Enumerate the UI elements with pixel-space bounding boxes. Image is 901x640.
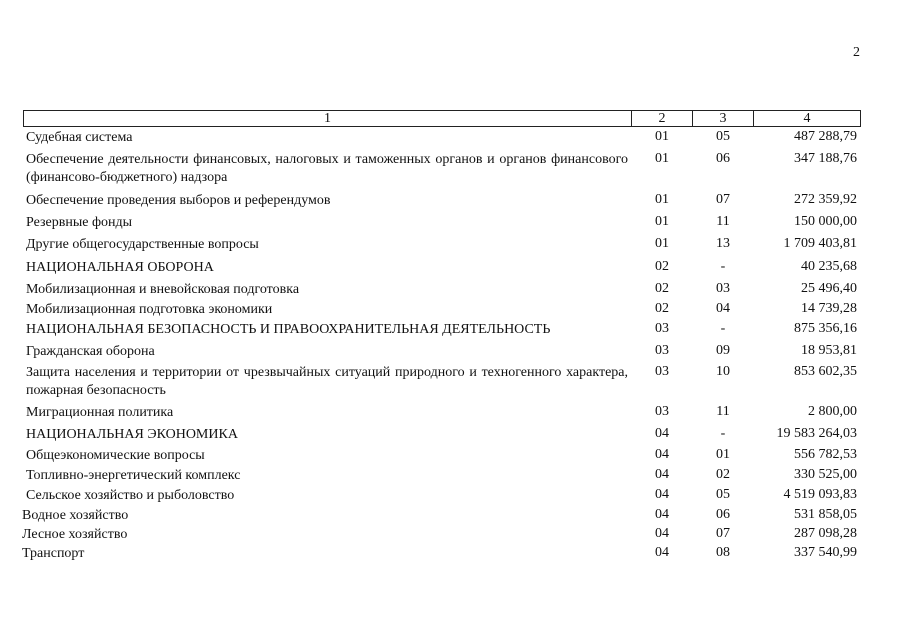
row-amount: 14 739,28: [801, 301, 857, 316]
row-subsection: 11: [716, 404, 730, 419]
row-section: 03: [655, 321, 669, 336]
row-name: Мобилизационная и вневойсковая подготовка: [26, 282, 300, 297]
row-amount: 18 953,81: [801, 343, 857, 358]
row-name: Миграционная политика: [26, 405, 174, 420]
row-name: Обеспечение деятельности финансовых, налоговых и таможенных органов и органов финансового (финансово-бюджетного) надзора: [26, 152, 628, 185]
row-section: 04: [655, 467, 669, 482]
row-subsection: 01: [716, 447, 730, 462]
page-number: 2: [853, 45, 860, 60]
row-section: 04: [655, 507, 669, 522]
row-amount: 4 519 093,83: [783, 487, 857, 502]
row-subsection: 04: [716, 301, 730, 316]
row-name: Сельское хозяйство и рыболовство: [26, 488, 235, 503]
row-section: 03: [655, 404, 669, 419]
row-subsection: 05: [716, 129, 730, 144]
row-section: 04: [655, 526, 669, 541]
row-name: Топливно-энергетический комплекс: [26, 468, 241, 483]
row-amount: 487 288,79: [794, 129, 857, 144]
row-amount: 330 525,00: [794, 467, 857, 482]
row-amount: 2 800,00: [808, 404, 857, 419]
row-amount: 556 782,53: [794, 447, 857, 462]
row-subsection: -: [720, 259, 726, 274]
row-amount: 853 602,35: [794, 364, 857, 379]
row-subsection: 13: [716, 236, 730, 251]
row-subsection: 05: [716, 487, 730, 502]
row-subsection: 03: [716, 281, 730, 296]
row-name: НАЦИОНАЛЬНАЯ ЭКОНОМИКА: [26, 427, 238, 442]
row-name: Водное хозяйство: [22, 508, 129, 523]
column-header-2: 2: [631, 110, 693, 127]
row-subsection: 10: [716, 364, 730, 379]
row-name: Резервные фонды: [26, 215, 133, 230]
row-amount: 40 235,68: [801, 259, 857, 274]
row-name: Другие общегосударственные вопросы: [26, 237, 259, 252]
row-subsection: 06: [716, 151, 730, 166]
row-section: 02: [655, 301, 669, 316]
row-name: Защита населения и территории от чрезвычайных ситуаций природного и техногенного характера, пожарная безопасность: [26, 365, 628, 398]
row-amount: 150 000,00: [794, 214, 857, 229]
row-amount: 347 188,76: [794, 151, 857, 166]
row-section: 01: [655, 192, 669, 207]
row-subsection: 02: [716, 467, 730, 482]
row-section: 04: [655, 447, 669, 462]
row-subsection: 09: [716, 343, 730, 358]
row-section: 04: [655, 426, 669, 441]
row-amount: 272 359,92: [794, 192, 857, 207]
row-name: Мобилизационная подготовка экономики: [26, 302, 273, 317]
row-subsection: 06: [716, 507, 730, 522]
row-subsection: 07: [716, 192, 730, 207]
row-name: Обеспечение проведения выборов и референдумов: [26, 193, 331, 208]
row-name: Гражданская оборона: [26, 344, 155, 359]
row-subsection: 11: [716, 214, 730, 229]
row-subsection: -: [720, 321, 726, 336]
row-amount: 287 098,28: [794, 526, 857, 541]
row-section: 01: [655, 214, 669, 229]
row-name: НАЦИОНАЛЬНАЯ ОБОРОНА: [26, 260, 214, 275]
row-name: Транспорт: [22, 546, 85, 561]
row-name: Лесное хозяйство: [22, 527, 128, 542]
row-amount: 1 709 403,81: [783, 236, 857, 251]
row-section: 04: [655, 487, 669, 502]
row-section: 03: [655, 343, 669, 358]
row-amount: 531 858,05: [794, 507, 857, 522]
column-header-1: 1: [23, 110, 632, 127]
row-section: 02: [655, 281, 669, 296]
row-name: Судебная система: [26, 130, 133, 145]
row-section: 01: [655, 236, 669, 251]
row-amount: 337 540,99: [794, 545, 857, 560]
row-subsection: 07: [716, 526, 730, 541]
column-header-4: 4: [753, 110, 861, 127]
row-subsection: -: [720, 426, 726, 441]
row-subsection: 08: [716, 545, 730, 560]
row-amount: 875 356,16: [794, 321, 857, 336]
row-section: 04: [655, 545, 669, 560]
row-section: 03: [655, 364, 669, 379]
row-name: НАЦИОНАЛЬНАЯ БЕЗОПАСНОСТЬ И ПРАВООХРАНИТЕЛЬНАЯ ДЕЯТЕЛЬНОСТЬ: [26, 322, 551, 337]
row-amount: 19 583 264,03: [776, 426, 857, 441]
row-name: Общеэкономические вопросы: [26, 448, 205, 463]
row-section: 01: [655, 129, 669, 144]
column-header-3: 3: [692, 110, 754, 127]
row-amount: 25 496,40: [801, 281, 857, 296]
row-section: 01: [655, 151, 669, 166]
row-section: 02: [655, 259, 669, 274]
